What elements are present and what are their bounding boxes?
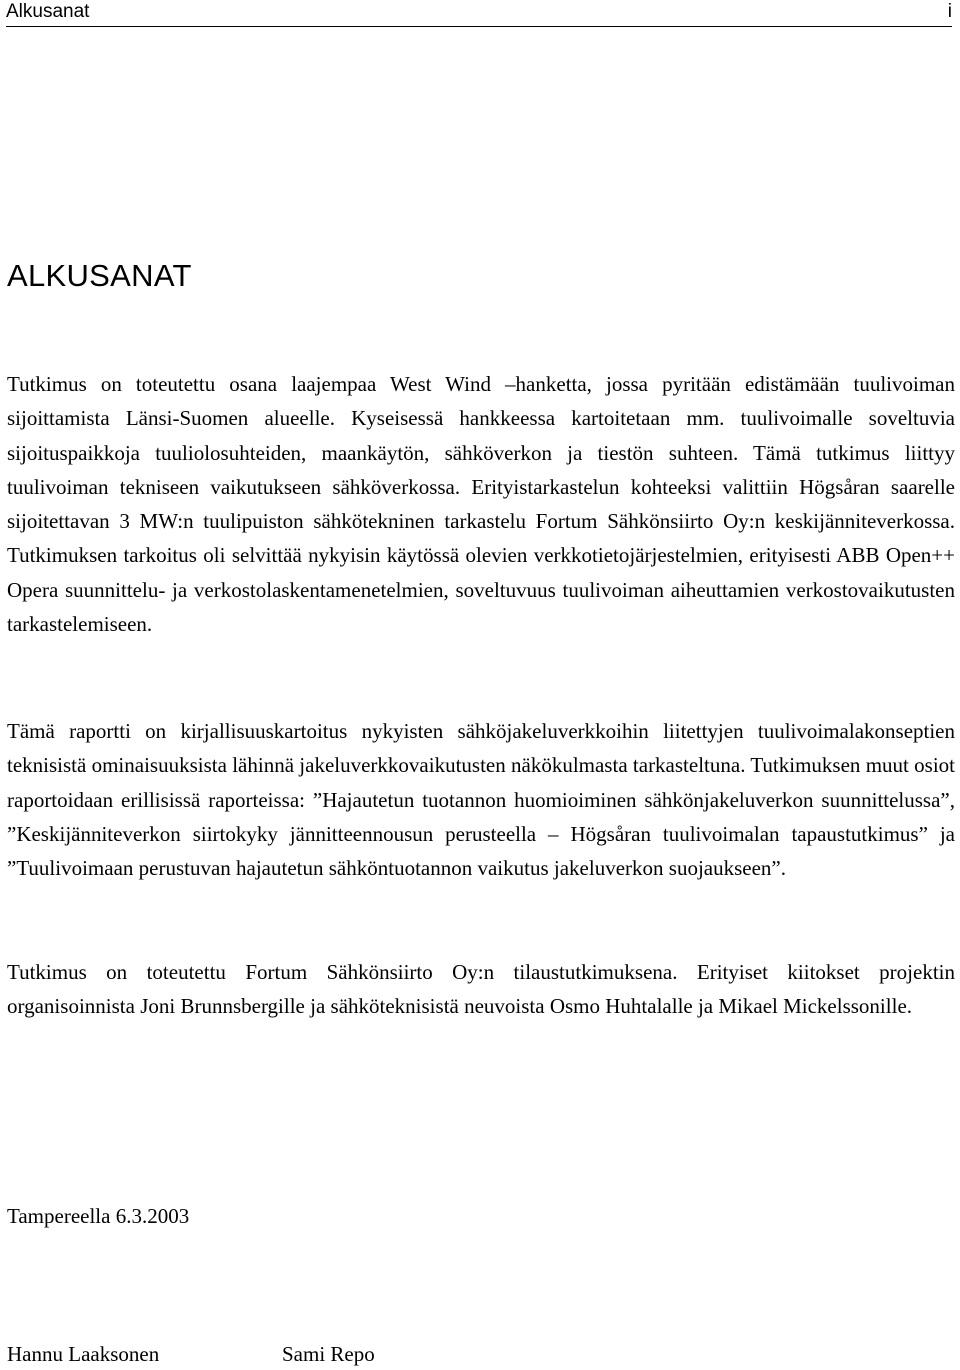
paragraph-intro: Tutkimus on toteutettu osana laajempaa West Wind –hanketta, jossa pyritään edistämään tuulivoiman sijoittamista Länsi-Suomen alueelle. Kyseisessä hankkeessa kartoitetaan mm. tuulivoimalle soveltuvia sijoituspaikkoja tuuliolosuhteiden, maankäytön, sähköverkon ja tiestön suhteen. Tämä tutkimus liittyy tuulivoiman tekniseen vaikutukseen sähköverkossa. Erityistarkastelun kohteeksi valittiin Högsåran saarelle sijoitettavan 3 MW:n tuulipuiston sähkötekninen tarkastelu Fortum Sähkönsiirto Oy:n keskijänniteverkossa. Tutkimuksen tarkoitus oli selvittää nykyisin käytössä olevien verkkotietojärjestelmien, erityisesti ABB Open++ Opera suunnittelu- ja verkostolaskentamenetelmien, soveltuvuus tuulivoiman aiheuttamien verkostovaikutusten tarkastelemiseen.	[7, 372, 955, 637]
paragraph-acknowledgements: Tutkimus on toteutettu Fortum Sähkönsiirto Oy:n tilaustutkimuksena. Erityiset kiitokset projektin organisoinnista Joni Brunnsbergille ja sähköteknisistä neuvoista Osmo Huhtalalle ja Mikael Mickelssonille.	[7, 960, 955, 1019]
header-section-title: Alkusanat	[6, 1, 90, 22]
header-page-number: i	[947, 1, 952, 22]
signature-author-2: Sami Repo	[282, 1342, 375, 1366]
signature-author-1: Hannu Laaksonen	[7, 1342, 160, 1366]
page-title: ALKUSANAT	[7, 258, 192, 293]
paragraph-report-scope: Tämä raportti on kirjallisuuskartoitus nykyisten sähköjakeluverkkoihin liitettyjen tuulivoimalakonseptien teknisistä ominaisuuksista lähinnä jakeluverkkovaikutusten näkökulmasta tarkasteltuna. Tutkimuksen muut osiot raportoidaan erillisissä raporteissa: ”Hajautetun tuotannon huomioiminen sähkönjakeluverkon suunnittelussa”, ”Keskijänniteverkon siirtokyky jännitteennousun perusteella – Högsåran tuulivoimalan tapaustutkimus” ja ”Tuulivoimaan perustuvan hajautetun sähköntuotannon vaikutus jakeluverkon suojaukseen”.	[7, 719, 955, 881]
running-header	[6, 0, 952, 27]
place-and-date: Tampereella 6.3.2003	[7, 1204, 190, 1228]
